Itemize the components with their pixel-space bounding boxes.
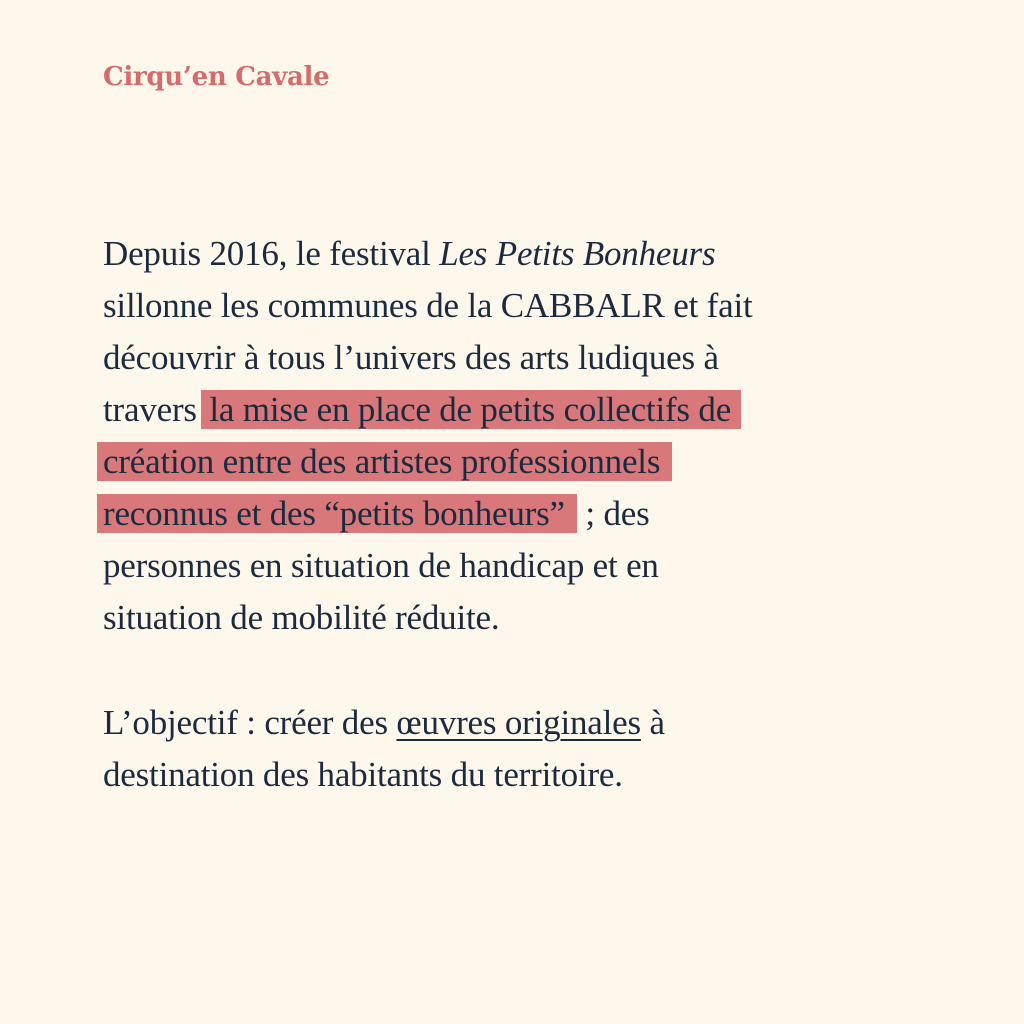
works-link[interactable]: œuvres originales <box>396 703 641 742</box>
text-line <box>103 228 903 280</box>
intro-paragraph <box>103 228 903 644</box>
text-line: découvrir à tous l’univers des arts ludiques à <box>103 338 719 377</box>
text-line <box>103 436 903 488</box>
text-span: ; des <box>576 494 650 533</box>
highlighted-text: la mise en place de petits collectifs de <box>201 390 741 429</box>
objective-paragraph <box>103 697 903 801</box>
highlighted-text: reconnus et des “petits bonheurs” <box>97 494 577 533</box>
text-line <box>103 384 903 436</box>
highlighted-text: création entre des artistes professionnels <box>97 442 672 481</box>
text-line: situation de mobilité réduite. <box>103 598 500 637</box>
text-line <box>103 488 903 540</box>
text-span: L’objectif : créer des <box>103 703 397 742</box>
text-span: à <box>640 703 665 742</box>
festival-name: Les Petits Bonheurs <box>439 234 716 273</box>
text-span: Depuis 2016, le festival <box>103 234 440 273</box>
text-span: travers <box>103 390 197 429</box>
brand-title: Cirqu’en Cavale <box>103 62 330 92</box>
text-line: sillonne les communes de la CABBALR et fait <box>103 286 753 325</box>
text-line: destination des habitants du territoire. <box>103 755 623 794</box>
text-line <box>103 697 903 749</box>
text-line: personnes en situation de handicap et en <box>103 546 659 585</box>
